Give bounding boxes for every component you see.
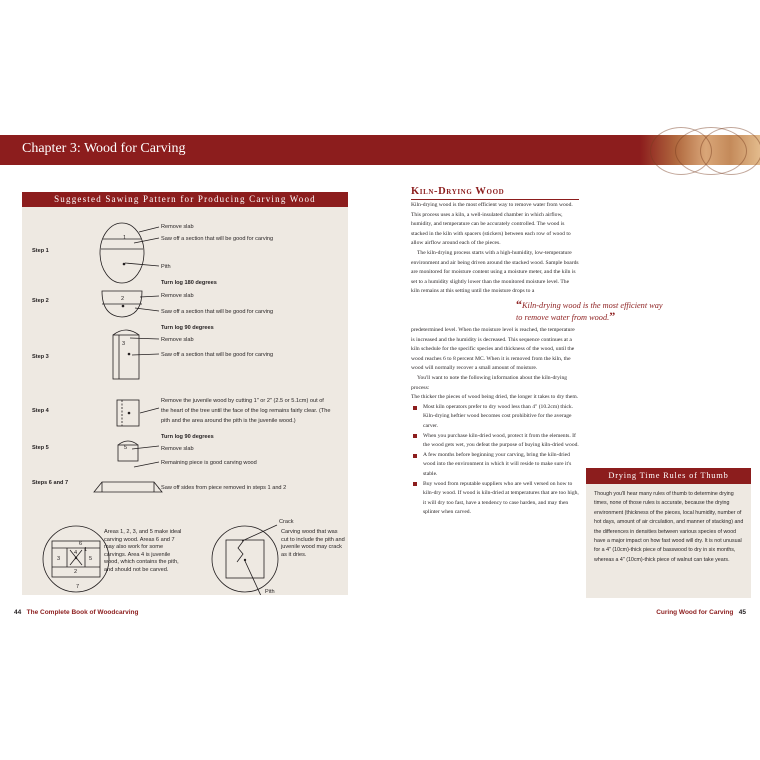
log-step5: [118, 445, 138, 461]
pith-dot: [244, 559, 246, 561]
paragraph: predetermined level. When the moisture level is reached, the temperature is increased and the humidity is decreased. This sequence continues at a kiln schedule for the specific species and thickness of the wood, until the wood reaches 6 to 8 percent MC. When it is removed from the kiln, the wood will normally recover a small amount of moisture.: [411, 327, 575, 372]
callout: Remove slab: [161, 224, 194, 230]
bullet-text: Buy wood from reputable suppliers who are well versed on how to kiln-dry wood. If wood is kiln-dried at temperatures that are too high, it will dry too fast, have a tendency to case harden, and may then splinter when carved.: [423, 480, 579, 516]
log-step1: [100, 223, 144, 283]
callout: Saw off sides from piece removed in steps 1 and 2: [161, 485, 287, 491]
leader-line: [132, 354, 159, 355]
bullet-text: A few months before beginning your carving, bring the kiln-dried wood into the environment in which it will reside to make sure it's stable.: [423, 451, 572, 477]
area-number: 1: [123, 235, 127, 241]
area-number: 5: [89, 556, 93, 562]
log-top-arc: [118, 441, 138, 445]
pith-dot: [122, 305, 125, 308]
area-number: 5: [124, 445, 128, 451]
callout: Turn log 90 degrees: [161, 434, 214, 440]
rules-sidebar: [586, 468, 751, 598]
panel-title: Suggested Sawing Pattern for Producing Carving Wood: [22, 192, 348, 207]
pith-dot: [128, 412, 131, 415]
area-number: 3: [57, 556, 61, 562]
callout: Saw off a section that will be good for carving: [161, 352, 274, 358]
callout: Remove slab: [161, 293, 194, 299]
leader-line: [135, 308, 159, 311]
bullet-icon: [413, 406, 417, 410]
paragraph: The thicker the pieces of wood being dried, the longer it takes to dry them.: [411, 394, 579, 401]
list-item: [413, 451, 579, 480]
callout: Remaining piece is good carving wood: [161, 460, 257, 466]
area-number: 2: [121, 296, 125, 302]
leader-line: [130, 338, 159, 339]
callout: Saw off a section that will be good for carving: [161, 236, 274, 242]
callout: Remove the juvenile wood by cutting 1" or 2" (2.5 or 5.1cm) out of: [161, 398, 324, 404]
paragraph: You'll want to note the following information about the kiln-drying process:: [411, 374, 568, 391]
list-item: [413, 403, 579, 432]
sawing-pattern-panel: [22, 192, 348, 595]
page-number: 45: [738, 609, 746, 616]
leader-line: [242, 525, 277, 541]
log-step3: [113, 335, 139, 379]
leader-line: [134, 462, 159, 467]
bullet-icon: [413, 434, 417, 438]
step-label: Step 1: [32, 248, 49, 254]
callout: Pith: [161, 264, 171, 270]
area-number: 4: [74, 550, 78, 556]
area-number: 2: [74, 569, 78, 575]
area-number: 3: [122, 341, 126, 347]
paragraph: Kiln-drying wood is the most efficient way to remove water from wood. This process uses a kiln, a well-insulated chamber in which airflow, humidity, and temperature can be accurately controlled. The wood is stacked in the kiln with spacers (stickers) between each row of wood to allow airflow around each of the pieces.: [411, 202, 573, 247]
paragraph: The kiln-drying process starts with a high-humidity, low-temperature environment and air being driven around the stacked wood. Sample boards are monitored for moisture content using a moisture meter, and the kiln is set to a humidity slightly lower than the monitored moisture level. The kiln remains at this setting until the moisture drops to a: [411, 249, 579, 295]
leader-line: [132, 446, 159, 449]
step-label: Steps 6 and 7: [32, 480, 69, 486]
areas-caption: Areas 1, 2, 3, and 5 make ideal carving wood. Areas 6 and 7 may also work for some carvings. Area 4 is juvenile wood, which contains the pith, and should not be carved.: [104, 529, 182, 573]
callout: Saw off a section that will be good for carving: [161, 309, 274, 315]
step-label: Step 2: [32, 298, 49, 304]
pull-quote: [516, 299, 666, 323]
article-continued: [411, 326, 579, 518]
bullet-icon: [413, 482, 417, 486]
cut-line: [102, 482, 154, 492]
crack-caption: Carving wood that was cut to include the pith and juvenile wood may crack as it dries.: [281, 529, 345, 558]
step-label: Step 4: [32, 408, 49, 414]
book-title: The Complete Book of Woodcarving: [26, 609, 139, 616]
log-top-arc: [113, 330, 139, 335]
pith-dot: [128, 353, 131, 356]
leader-line: [140, 408, 159, 413]
sidebar-text: Though you'll hear many rules of thumb to determine drying times, none of those rules is accurate, because the drying environment (thickness of the pieces, local humidity, number of hot days, amount of air circulation, and manner of stacking) and the differences in densities between various species of wood have a major impact on how fast wood will dry. It is not unusual for a 4" (10cm)-thick piece of basswood to dry in six months, whereas a 4" (10cm)-thick piece of walnut can take years.: [594, 491, 744, 563]
list-item: [413, 480, 579, 518]
article-intro: [411, 201, 579, 297]
slab-sides: [94, 482, 162, 492]
step-label: Step 5: [32, 445, 49, 451]
wood-grain-image: [640, 135, 760, 165]
open-quote: “: [516, 297, 522, 311]
callout: Crack: [279, 519, 294, 525]
chapter-title: Chapter 3: Wood for Carving: [22, 141, 186, 156]
leader-line: [140, 296, 159, 297]
section-title: Curing Wood for Carving: [656, 609, 734, 616]
bullet-icon: [413, 454, 417, 458]
article-title: Kiln-Drying Wood: [411, 186, 505, 197]
area-number: 6: [79, 541, 83, 547]
callout: Pith: [265, 589, 275, 595]
list-item: [413, 432, 579, 451]
callout: Remove slab: [161, 446, 194, 452]
callout: pith and the area around the pith is the juvenile wood.): [161, 418, 296, 424]
chapter-banner: [0, 135, 760, 165]
pith-dot: [75, 557, 77, 559]
page-number: 44: [14, 609, 22, 616]
pull-quote-text: Kiln-drying wood is the most efficient way to remove water from wood.: [516, 301, 663, 322]
leader-line: [139, 227, 159, 232]
step-label: Step 3: [32, 354, 49, 360]
left-footer: [14, 609, 139, 616]
callout: the heart of the tree until the face of the log remains fairly clear. (The: [161, 408, 331, 414]
pith-dot: [123, 263, 126, 266]
sidebar-title: Drying Time Rules of Thumb: [586, 468, 751, 484]
callout: Turn log 90 degrees: [161, 325, 214, 331]
close-quote: ”: [609, 309, 616, 323]
crack-line: [237, 540, 244, 562]
bullet-text: Most kiln operators prefer to dry wood less than 4" (10.2cm) thick. Kiln-drying heftier wood becomes cost prohibitive for the average carver.: [423, 403, 574, 429]
title-rule: [411, 199, 579, 200]
area-number: 1: [84, 547, 88, 553]
area-number: 7: [76, 584, 80, 590]
callout: Remove slab: [161, 337, 194, 343]
bullet-text: When you purchase kiln-dried wood, protect it from the elements. If the wood gets wet, you defeat the purpose of buying kiln-dried wood.: [423, 432, 579, 449]
callout: Turn log 180 degrees: [161, 280, 217, 286]
right-footer: [656, 609, 746, 616]
